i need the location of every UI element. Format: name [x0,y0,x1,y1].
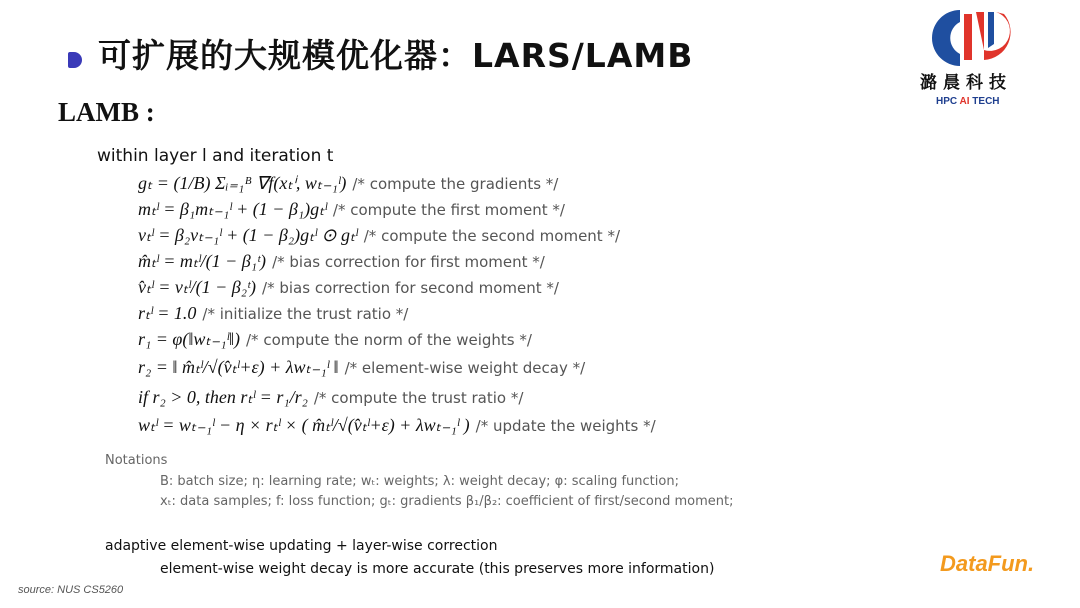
equation-math: mₜˡ = β₁mₜ₋₁ˡ + (1 − β₁)gₜˡ [138,199,327,219]
subtitle: LAMB : [58,97,155,127]
notations-label: Notations [105,453,168,468]
equation-math: if r₂ > 0, then rₜˡ = r₁/r₂ [138,387,308,407]
equation-comment: /* update the weights */ [475,417,656,435]
equation-math: wₜˡ = wₜ₋₁ˡ − η × rₜˡ × ( m̂ₜˡ/√(v̂ₜˡ+ε) + λwₜ₋₁ˡ ) [138,415,470,435]
equation-line [138,414,656,436]
equation-math: rₜˡ = 1.0 [138,303,197,323]
equation-comment: /* compute the trust ratio */ [313,389,524,407]
summary-line: adaptive element-wise updating + layer-wise correction [105,538,498,554]
title-bullet-icon [68,52,82,68]
equation-line [138,302,408,324]
logo-english-text [936,96,1000,108]
notation-line: B: batch size; η: learning rate; wₜ: weights; λ: weight decay; φ: scaling function; [160,474,679,489]
equation-line [138,356,585,378]
summary-bullet: element-wise weight decay is more accurate (this preserves more information) [160,561,715,577]
equation-comment: /* compute the second moment */ [363,227,621,245]
equation-line [138,386,523,408]
equation-comment: /* bias correction for first moment */ [272,253,545,271]
logo-en-c: TECH [969,96,1000,107]
equation-comment: /* element-wise weight decay */ [344,359,586,377]
intro-line: within layer l and iteration t [97,146,334,166]
equation-line [138,224,620,246]
datafun-logo: DataFun. [940,551,1035,576]
logo-en-b: AI [959,96,970,107]
logo-chinese-text: 潞晨科技 [920,73,1012,92]
equation-math: v̂ₜˡ = vₜˡ/(1 − β₂ᵗ) [138,277,257,297]
equation-math: gₜ = (1/B) Σᵢ₌₁ᴮ ∇f(xₜⁱ, wₜ₋₁ˡ) [138,173,347,193]
source-note: source: NUS CS5260 [18,584,124,596]
equation-comment: /* compute the first moment */ [332,201,565,219]
equation-comment: /* compute the norm of the weights */ [246,331,532,349]
equation-math: r₂ = ‖ m̂ₜˡ/√(v̂ₜˡ+ε) + λwₜ₋₁ˡ ‖ [138,357,339,377]
slide-title: 可扩展的大规模优化器：LARS/LAMB [98,36,694,75]
equation-line [138,276,559,298]
hpc-ai-tech-logo [930,6,1040,72]
equation-comment: /* compute the gradients */ [352,175,559,193]
equation-line [138,250,545,272]
equation-line [138,328,532,350]
equation-comment: /* bias correction for second moment */ [262,279,559,297]
equation-comment: /* initialize the trust ratio */ [202,305,409,323]
notation-line: xₜ: data samples; f: loss function; gₜ: gradients β₁/β₂: coefficient of first/second moment; [160,494,734,509]
logo-en-a: HPC [936,96,960,107]
equation-line [138,198,565,220]
equation-math: r₁ = φ(‖wₜ₋₁ˡ‖) [138,329,240,349]
equation-line [138,172,558,194]
equation-math: vₜˡ = β₂vₜ₋₁ˡ + (1 − β₂)gₜˡ ⊙ gₜˡ [138,225,358,245]
equation-math: m̂ₜˡ = mₜˡ/(1 − β₁ᵗ) [138,251,267,271]
